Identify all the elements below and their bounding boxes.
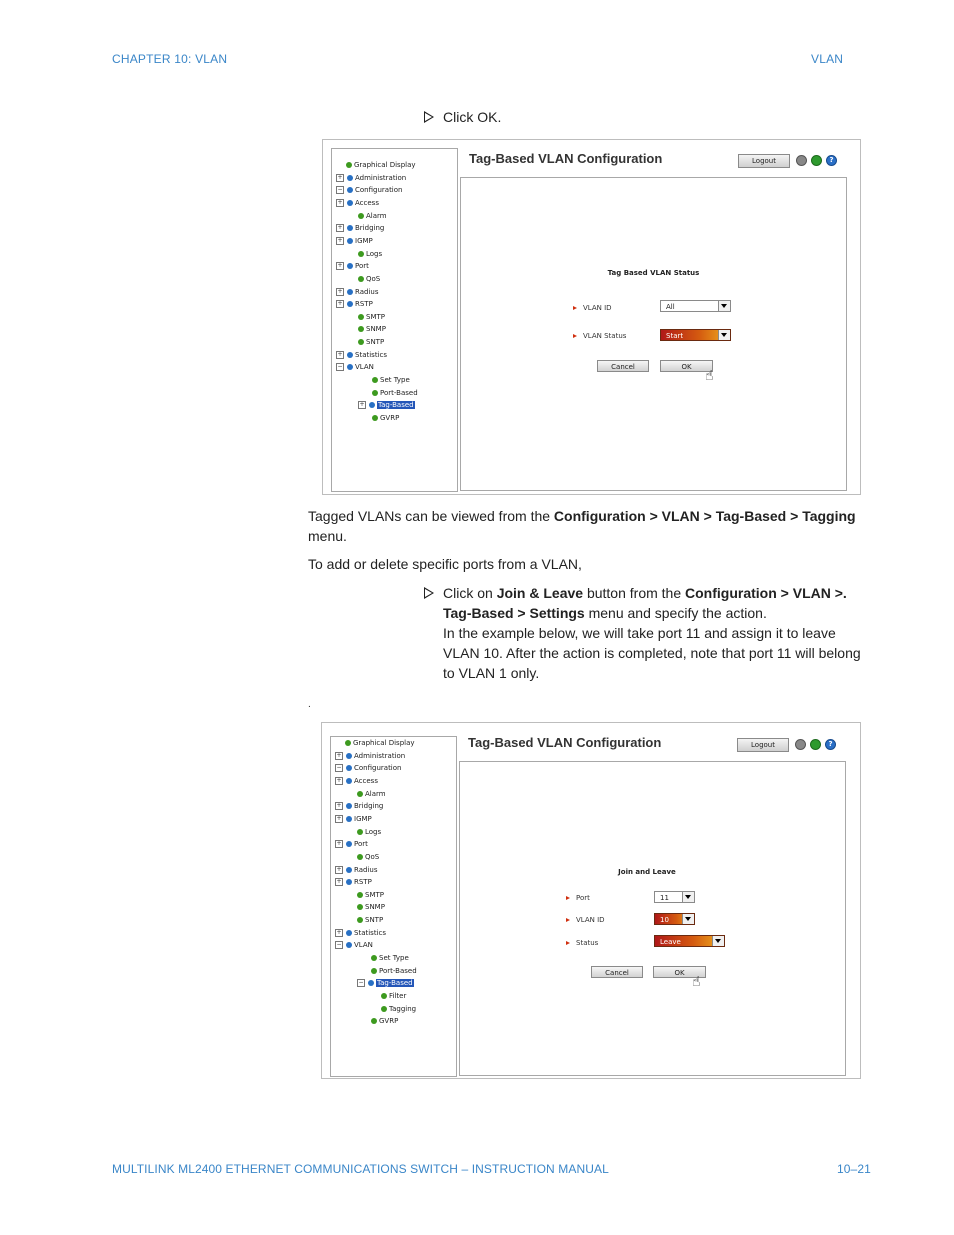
- expand-icon[interactable]: +: [336, 878, 342, 886]
- folder-bullet-icon: [346, 867, 352, 873]
- page-bullet-icon: [357, 904, 363, 910]
- tree-item[interactable]: [336, 299, 373, 309]
- expand-icon[interactable]: +: [337, 224, 343, 232]
- tree-item-label: Bridging: [354, 802, 384, 811]
- tree-item-label: Port: [354, 840, 368, 849]
- folder-bullet-icon: [347, 175, 353, 181]
- folder-bullet-icon: [347, 364, 353, 370]
- page-bullet-icon: [346, 162, 352, 168]
- tree-item[interactable]: [346, 160, 416, 170]
- arrow-icon: [573, 334, 577, 338]
- form-title: Tag Based VLAN Status: [607, 269, 700, 277]
- page-bullet-icon: [358, 213, 364, 219]
- tree-item-label: Tagging: [389, 1004, 417, 1013]
- step-arrow-icon: [424, 587, 434, 599]
- cancel-button[interactable]: Cancel: [591, 966, 643, 978]
- arrow-icon: [566, 918, 570, 922]
- tree-item[interactable]: [336, 173, 406, 183]
- tree-item[interactable]: [372, 375, 410, 385]
- port-label: [566, 894, 590, 902]
- manual-title-footer: MULTILINK ML2400 ETHERNET COMMUNICATIONS SWITCH – INSTRUCTION MANUAL: [112, 1162, 609, 1176]
- tree-item[interactable]: [335, 776, 378, 786]
- para-suffix: menu.: [308, 528, 347, 544]
- add-delete-paragraph: To add or delete specific ports from a VLAN,: [308, 556, 582, 572]
- tree-item[interactable]: [358, 312, 385, 322]
- port-label-text: Port: [576, 894, 590, 902]
- page-bullet-icon: [357, 892, 363, 898]
- refresh-icon[interactable]: [811, 155, 822, 166]
- page-bullet-icon: [371, 955, 377, 961]
- page-bullet-icon: [358, 251, 364, 257]
- expand-icon[interactable]: +: [336, 814, 342, 822]
- folder-bullet-icon: [347, 187, 353, 193]
- expand-icon[interactable]: +: [336, 802, 342, 810]
- step-arrow-icon: [424, 111, 434, 123]
- tree-item-label: Bridging: [355, 224, 385, 233]
- vlan-status-value: Start: [666, 332, 684, 340]
- help-icon[interactable]: ?: [825, 739, 836, 750]
- tree-item-label: SMTP: [365, 890, 384, 899]
- status-select[interactable]: [654, 935, 725, 947]
- tree-item[interactable]: [371, 953, 409, 963]
- expand-icon[interactable]: +: [337, 350, 343, 358]
- tree-item[interactable]: [371, 1016, 398, 1026]
- tree-item-label: Administration: [355, 173, 407, 182]
- join-leave-button-name: Join & Leave: [496, 585, 584, 601]
- tree-item-label: SNMP: [365, 903, 385, 912]
- folder-bullet-icon: [346, 930, 352, 936]
- chevron-down-icon[interactable]: [712, 936, 724, 946]
- vlan-id-label-text: VLAN ID: [576, 916, 605, 924]
- tree-item[interactable]: [336, 185, 402, 195]
- tree-item-label: VLAN: [354, 941, 373, 950]
- tree-item-label: Logs: [365, 827, 382, 836]
- collapse-icon[interactable]: −: [358, 979, 364, 987]
- tree-item[interactable]: [335, 940, 373, 950]
- vlan-id-label: [573, 304, 612, 312]
- tree-item[interactable]: [336, 261, 369, 271]
- folder-bullet-icon: [347, 263, 353, 269]
- tree-item-label: GVRP: [380, 414, 400, 422]
- tree-item[interactable]: [336, 362, 374, 372]
- tree-item-label: Set Type: [380, 376, 410, 385]
- tree-item[interactable]: [372, 388, 418, 398]
- tree-item-label: Graphical Display: [354, 161, 416, 169]
- tree-item-label: Graphical Display: [353, 739, 415, 747]
- step-text: [443, 583, 870, 623]
- folder-bullet-icon: [347, 301, 353, 307]
- tree-item-label: Access: [354, 776, 378, 785]
- tree-item[interactable]: [358, 249, 382, 259]
- vlan-id-label-text: VLAN ID: [583, 304, 612, 312]
- folder-bullet-icon: [347, 225, 353, 231]
- chevron-down-icon[interactable]: [718, 301, 730, 311]
- screenshot-vlan-status: [322, 139, 861, 495]
- page-title: Tag-Based VLAN Configuration: [468, 735, 662, 750]
- vlan-id-value: 10: [660, 916, 669, 924]
- page-bullet-icon: [371, 1018, 377, 1024]
- folder-bullet-icon: [347, 289, 353, 295]
- tree-item[interactable]: [335, 814, 372, 824]
- expand-icon[interactable]: +: [337, 173, 343, 181]
- para-prefix: Tagged VLANs can be viewed from the: [308, 508, 554, 524]
- tree-item[interactable]: [336, 223, 384, 233]
- tree-item[interactable]: [358, 274, 380, 284]
- page-bullet-icon: [371, 968, 377, 974]
- status-label-text: Status: [576, 939, 599, 947]
- tree-item-label: SNMP: [366, 325, 386, 334]
- tree-item-label: Set Type: [379, 954, 409, 963]
- folder-bullet-icon: [369, 402, 375, 408]
- tree-item-label: Statistics: [355, 350, 387, 359]
- tree-item-label: IGMP: [354, 814, 372, 823]
- arrow-icon: [573, 306, 577, 310]
- menu-path: Configuration > VLAN > Tag-Based > Tagging: [553, 508, 856, 524]
- vlan-id-select[interactable]: [660, 300, 731, 312]
- status-label: [566, 939, 598, 947]
- tree-item-label: QoS: [365, 852, 380, 861]
- tree-item-label: Filter: [389, 992, 407, 1000]
- tagging-paragraph: [308, 506, 868, 546]
- page-bullet-icon: [381, 993, 387, 999]
- tree-item[interactable]: [381, 991, 406, 1001]
- tree-item-label: VLAN: [355, 363, 374, 372]
- vlan-id-label: [566, 916, 605, 924]
- folder-bullet-icon: [346, 765, 352, 771]
- tree-item-label: Alarm: [366, 211, 387, 220]
- stray-dot: .: [308, 699, 311, 710]
- collapse-icon[interactable]: −: [337, 186, 343, 194]
- help-icon[interactable]: ?: [826, 155, 837, 166]
- tree-item-label: Configuration: [355, 186, 403, 195]
- tree-item-label: Logs: [366, 249, 383, 258]
- tree-item[interactable]: [357, 890, 384, 900]
- page-bullet-icon: [372, 390, 378, 396]
- expand-icon[interactable]: +: [337, 287, 343, 295]
- cancel-button[interactable]: Cancel: [597, 360, 649, 372]
- tree-item[interactable]: [335, 751, 405, 761]
- tree-item[interactable]: [335, 877, 372, 887]
- page-bullet-icon: [357, 854, 363, 860]
- tree-item-label: SNTP: [366, 338, 385, 347]
- expand-icon[interactable]: +: [359, 401, 365, 409]
- port-value: 11: [660, 894, 669, 902]
- collapse-icon[interactable]: −: [336, 764, 342, 772]
- tree-item[interactable]: [357, 827, 381, 837]
- folder-bullet-icon: [347, 200, 353, 206]
- page-bullet-icon: [372, 415, 378, 421]
- tree-item-label: Port-Based: [380, 388, 418, 397]
- tree-item[interactable]: [358, 337, 384, 347]
- collapse-icon[interactable]: −: [337, 363, 343, 371]
- folder-bullet-icon: [346, 778, 352, 784]
- expand-icon[interactable]: +: [336, 840, 342, 848]
- page-bullet-icon: [357, 791, 363, 797]
- tree-item[interactable]: [358, 211, 387, 221]
- folder-bullet-icon: [346, 816, 352, 822]
- expand-icon[interactable]: +: [336, 865, 342, 873]
- ok-button[interactable]: OK: [653, 966, 706, 978]
- tree-item[interactable]: [336, 350, 387, 360]
- step-text-2: button from the: [583, 585, 686, 601]
- tree-item[interactable]: [357, 978, 414, 988]
- step-text-3: menu and specify the action.: [584, 605, 767, 621]
- tree-item-label: GVRP: [379, 1017, 399, 1026]
- expand-icon[interactable]: +: [337, 300, 343, 308]
- tree-item[interactable]: [381, 1004, 416, 1014]
- tree-item-label: Configuration: [354, 764, 402, 773]
- nav-tree: [331, 148, 458, 492]
- folder-bullet-icon: [347, 238, 353, 244]
- page-number: 10–21: [837, 1162, 871, 1176]
- tree-item[interactable]: [372, 413, 399, 423]
- step-example-text: In the example below, we will take port 11 and assign it to leave VLAN 10. After the action is completed, note that port 11 will belong to VLAN 1 only.: [443, 625, 861, 681]
- tree-item[interactable]: [335, 865, 377, 875]
- tree-item-label: RSTP: [354, 878, 372, 887]
- folder-bullet-icon: [346, 841, 352, 847]
- section-header: VLAN: [811, 52, 844, 66]
- chevron-down-icon[interactable]: [682, 892, 694, 902]
- logout-button[interactable]: Logout: [737, 738, 789, 752]
- chevron-down-icon[interactable]: [718, 330, 730, 340]
- chapter-header: CHAPTER 10: VLAN: [112, 52, 228, 66]
- vlan-id-value: All: [666, 303, 675, 311]
- tree-item-label: Alarm: [365, 789, 386, 798]
- tree-item-label: Radius: [354, 865, 378, 874]
- tree-item[interactable]: [357, 852, 379, 862]
- folder-bullet-icon: [368, 980, 374, 986]
- tree-item[interactable]: [371, 966, 417, 976]
- page-bullet-icon: [358, 314, 364, 320]
- content-panel: [459, 761, 846, 1076]
- folder-bullet-icon: [346, 879, 352, 885]
- page-bullet-icon: [357, 917, 363, 923]
- vlan-status-select[interactable]: [660, 329, 731, 341]
- print-icon[interactable]: [795, 739, 806, 750]
- chevron-down-icon[interactable]: [682, 914, 694, 924]
- expand-icon[interactable]: +: [336, 928, 342, 936]
- refresh-icon[interactable]: [810, 739, 821, 750]
- page-title: Tag-Based VLAN Configuration: [469, 151, 663, 166]
- tree-item[interactable]: [336, 287, 378, 297]
- tree-item-label: SNTP: [365, 916, 384, 925]
- tree-item[interactable]: [335, 801, 383, 811]
- screenshot-join-leave: [321, 722, 861, 1079]
- vlan-status-label-text: VLAN Status: [583, 332, 627, 340]
- tree-item-label: Statistics: [354, 928, 386, 937]
- step-join-leave: [424, 583, 870, 683]
- tree-item[interactable]: [336, 236, 373, 246]
- page-bullet-icon: [372, 377, 378, 383]
- folder-bullet-icon: [346, 942, 352, 948]
- tree-item-label: RSTP: [355, 300, 373, 309]
- page-bullet-icon: [345, 740, 351, 746]
- arrow-icon: [566, 941, 570, 945]
- tree-item-label: QoS: [366, 274, 381, 283]
- arrow-icon: [566, 896, 570, 900]
- settings-menu-path: Configuration > VLAN >. Tag-Based > Settings: [443, 585, 847, 621]
- tree-item[interactable]: [358, 400, 415, 410]
- content-panel: [460, 177, 847, 491]
- status-value: Leave: [660, 938, 681, 946]
- logout-button[interactable]: Logout: [738, 154, 790, 168]
- tree-item[interactable]: [335, 839, 368, 849]
- collapse-icon[interactable]: −: [336, 941, 342, 949]
- expand-icon[interactable]: +: [336, 776, 342, 784]
- expand-icon[interactable]: +: [337, 236, 343, 244]
- expand-icon[interactable]: +: [337, 198, 343, 206]
- folder-bullet-icon: [346, 803, 352, 809]
- step-text-1: Click on: [443, 585, 497, 601]
- page-bullet-icon: [358, 339, 364, 345]
- page-bullet-icon: [358, 326, 364, 332]
- tree-item-label: Tag-Based: [377, 979, 413, 988]
- tree-item-label: Administration: [354, 751, 406, 760]
- tree-item-label: Access: [355, 198, 379, 207]
- step-click-ok: [424, 107, 501, 127]
- nav-tree: [330, 736, 457, 1077]
- tree-item[interactable]: [357, 789, 386, 799]
- hand-cursor-icon: ☝: [692, 974, 701, 990]
- tree-item[interactable]: [336, 198, 379, 208]
- tree-item[interactable]: [345, 738, 415, 748]
- expand-icon[interactable]: +: [336, 751, 342, 759]
- tree-item-label: Port: [355, 262, 369, 271]
- page-bullet-icon: [381, 1006, 387, 1012]
- tree-item[interactable]: [358, 324, 386, 334]
- tree-item[interactable]: [357, 902, 385, 912]
- ok-button[interactable]: OK: [660, 360, 713, 372]
- tree-item[interactable]: [357, 915, 383, 925]
- tree-item-label: Tag-Based: [378, 401, 414, 410]
- vlan-id-select[interactable]: [654, 913, 695, 925]
- tree-item-label: SMTP: [366, 312, 385, 321]
- tree-item[interactable]: [335, 763, 401, 773]
- tree-item-label: IGMP: [355, 236, 373, 245]
- folder-bullet-icon: [346, 753, 352, 759]
- vlan-status-label: [573, 332, 626, 340]
- tree-item-label: Radius: [355, 287, 379, 296]
- form-title: Join and Leave: [618, 868, 676, 876]
- tree-item-label: Port-Based: [379, 966, 417, 975]
- step-text: Click OK.: [443, 109, 502, 125]
- hand-cursor-icon: ☝: [705, 368, 714, 384]
- folder-bullet-icon: [347, 352, 353, 358]
- expand-icon[interactable]: +: [337, 262, 343, 270]
- tree-item[interactable]: [335, 928, 386, 938]
- port-select[interactable]: [654, 891, 695, 903]
- page-bullet-icon: [358, 276, 364, 282]
- page-bullet-icon: [357, 829, 363, 835]
- print-icon[interactable]: [796, 155, 807, 166]
